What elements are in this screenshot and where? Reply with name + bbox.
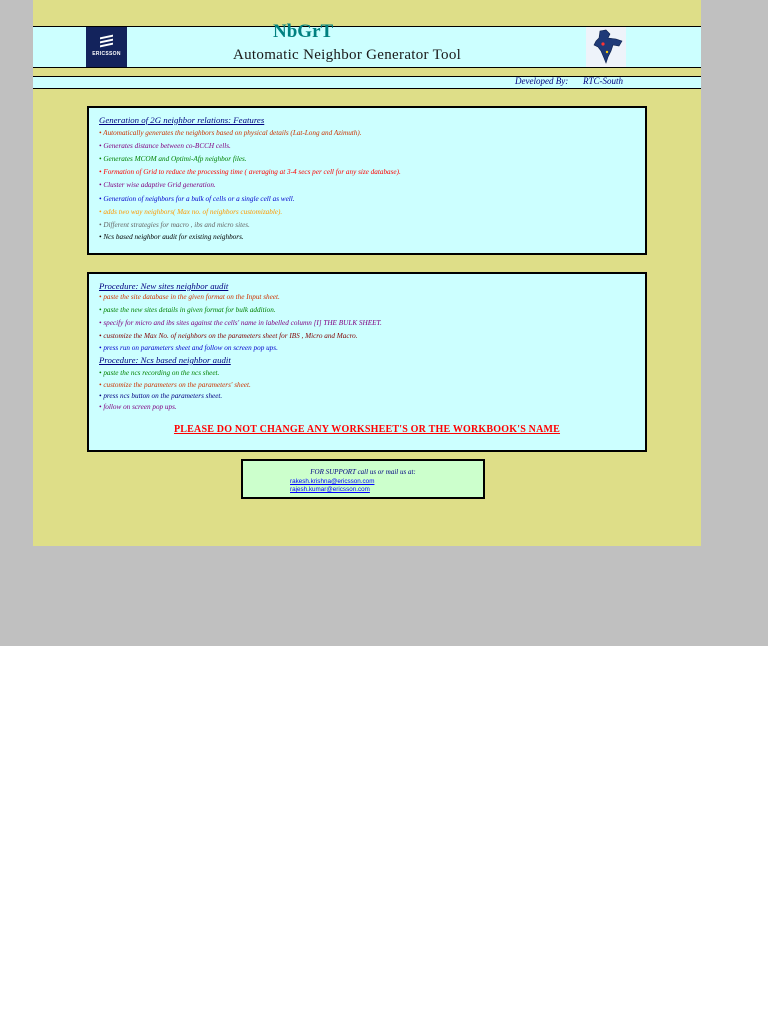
procedure-item: • customize the parameters on the parameters' sheet. [99,381,251,389]
india-map-image [586,27,626,67]
app-title: NbGrT [273,21,334,42]
developer-band [33,76,701,89]
feature-item: • Ncs based neighbor audit for existing neighbors. [99,233,244,241]
feature-item: • Different strategies for macro , ibs and micro sites. [99,221,250,229]
feature-item: • Generates MCOM and Optimi-Afp neighbor files. [99,155,247,163]
logo-text: ERICSSON [92,51,121,57]
support-email-link[interactable]: rajesh.kumar@ericsson.com [290,486,370,493]
developed-by-label: Developed By: [515,76,569,86]
feature-item: • Generation of neighbors for a bulk of cells or a single cell as well. [99,195,295,203]
procedure-heading-ncs: Procedure: Ncs based neighbor audit [99,355,231,365]
procedure-item: • press run on parameters sheet and follow on screen pop ups. [99,344,278,352]
procedure-item: • paste the ncs recording on the ncs sheet. [99,369,220,377]
procedure-box [88,273,646,451]
feature-item: • adds two way neighbors( Max no. of neighbors customizable). [99,208,283,216]
app-subtitle: Automatic Neighbor Generator Tool [233,47,462,63]
feature-item: • Formation of Grid to reduce the processing time ( averaging at 3-4 secs per cell for any size database). [99,168,401,176]
support-label: FOR SUPPORT call us or mail us at: [310,468,416,476]
worksheet [33,0,701,546]
ericsson-logo [86,27,127,67]
procedure-heading-new-sites: Procedure: New sites neighbor audit [99,281,229,291]
feature-item: • Cluster wise adaptive Grid generation. [99,181,216,189]
procedure-item: • press ncs button on the parameters sheet. [99,392,223,400]
ericsson-logo-icon [100,36,113,48]
title-band [33,21,701,68]
procedure-item: • follow on screen pop ups. [99,403,177,411]
feature-item: • Generates distance between co-BCCH cells. [99,142,231,150]
support-email-link[interactable]: rakesh.krishna@ericsson.com [290,478,375,485]
support-box [241,459,485,499]
procedure-item: • paste the site database in the given format on the Input sheet. [99,293,280,301]
developed-by-value: RTC-South [583,76,624,86]
features-heading: Generation of 2G neighbor relations: Features [99,115,265,125]
warning-text: PLEASE DO NOT CHANGE ANY WORKSHEET'S OR THE WORKBOOK'S NAME [173,424,561,435]
india-map-icon [586,27,626,67]
features-box [88,107,646,254]
procedure-item: • customize the Max No. of neighbors on the parameters sheet for IBS , Micro and Macro. [99,332,358,340]
feature-item: • Automatically generates the neighbors based on physical details (Lat-Long and Azimuth). [99,129,362,137]
procedure-item: • paste the new sites details in given format for bulk addition. [99,306,276,314]
procedure-item: • specify for micro and ibs sites against the cells' name in labelled column [I] THE BULK SHEET. [99,319,382,327]
